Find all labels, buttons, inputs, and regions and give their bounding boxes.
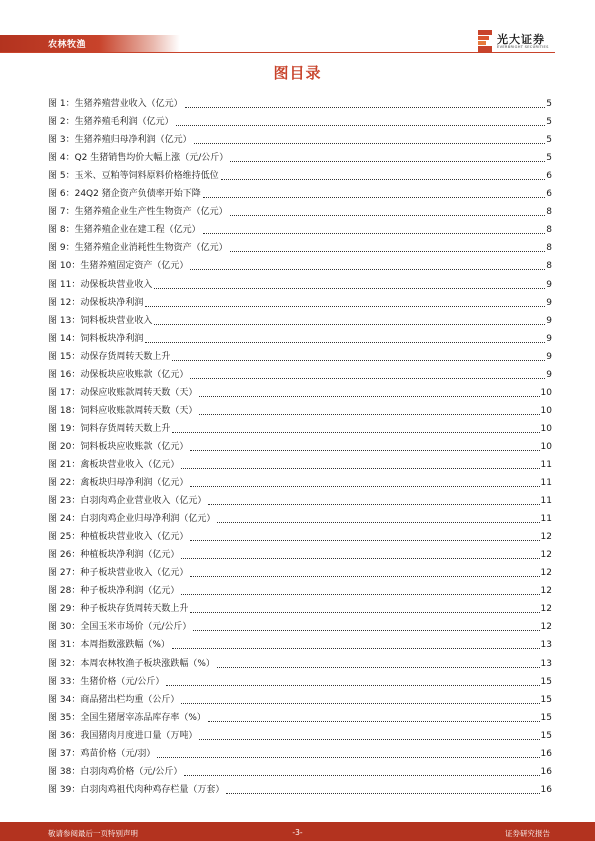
toc-entry-page: 11 — [540, 478, 552, 489]
toc-dot-leader — [199, 738, 539, 740]
toc-entry[interactable] — [48, 291, 552, 309]
toc-entry-title: 图 9：生猪养殖企业消耗性生物资产（亿元） — [48, 243, 228, 254]
toc-dot-leader — [181, 557, 539, 559]
toc-entry-title: 图 39：白羽肉鸡祖代肉种鸡存栏量（万套） — [48, 784, 225, 795]
toc-entry[interactable] — [48, 435, 552, 453]
toc-entry-page: 9 — [546, 333, 552, 344]
toc-entry-title: 图 6：24Q2 猪企资产负债率开始下降 — [48, 189, 201, 200]
toc-dot-leader — [193, 629, 539, 631]
toc-entry-page: 10 — [540, 387, 552, 398]
toc-entry-page: 8 — [546, 207, 552, 218]
toc-entry-title: 图 8：生猪养殖企业在建工程（亿元） — [48, 225, 201, 236]
toc-entry-title: 图 4：Q2 生猪销售均价大幅上涨（元/公斤） — [48, 153, 229, 164]
toc-dot-leader — [181, 593, 539, 595]
toc-entry-page: 9 — [546, 279, 552, 290]
toc-entry[interactable] — [48, 724, 552, 742]
toc-entry[interactable] — [48, 633, 552, 651]
toc-entry[interactable] — [48, 92, 552, 110]
toc-entry-title: 图 20：饲料板块应收账款（亿元） — [48, 441, 189, 452]
toc-entry[interactable] — [48, 651, 552, 669]
toc-entry-page: 11 — [540, 514, 552, 525]
toc-entry-title: 图 25：种植板块营业收入（亿元） — [48, 532, 189, 543]
everbright-logo-icon — [478, 30, 492, 52]
toc-entry-title: 图 13：饲料板块营业收入 — [48, 315, 153, 326]
toc-entry[interactable] — [48, 309, 552, 327]
toc-entry[interactable] — [48, 272, 552, 290]
toc-dot-leader — [154, 323, 545, 325]
toc-entry-page: 8 — [546, 243, 552, 254]
toc-entry-page: 6 — [546, 171, 552, 182]
figure-list — [48, 92, 552, 796]
toc-entry[interactable] — [48, 543, 552, 561]
toc-entry-page: 16 — [540, 748, 552, 759]
toc-entry-page: 5 — [546, 153, 552, 164]
toc-entry[interactable] — [48, 110, 552, 128]
toc-entry-title: 图 23：白羽肉鸡企业营业收入（亿元） — [48, 496, 207, 507]
toc-dot-leader — [190, 575, 539, 577]
toc-entry-page: 9 — [546, 297, 552, 308]
toc-entry-page: 10 — [540, 405, 552, 416]
toc-dot-leader — [230, 250, 546, 252]
toc-entry-page: 6 — [546, 189, 552, 200]
toc-dot-leader — [203, 232, 546, 234]
toc-entry-page: 12 — [540, 568, 552, 579]
toc-entry-title: 图 24：白羽肉鸡企业归母净利润（亿元） — [48, 514, 216, 525]
toc-entry-page: 5 — [546, 99, 552, 110]
toc-entry[interactable] — [48, 128, 552, 146]
toc-entry[interactable] — [48, 218, 552, 236]
toc-entry-title: 图 18：饲料应收账款周转天数（天） — [48, 405, 198, 416]
toc-entry-title: 图 21：禽板块营业收入（亿元） — [48, 459, 180, 470]
toc-entry-page: 12 — [540, 604, 552, 615]
toc-dot-leader — [172, 647, 540, 649]
toc-entry-page: 15 — [540, 694, 552, 705]
toc-entry-title: 图 14：饲料板块净利润 — [48, 333, 144, 344]
toc-entry[interactable] — [48, 579, 552, 597]
toc-entry[interactable] — [48, 363, 552, 381]
toc-entry-page: 12 — [540, 550, 552, 561]
toc-dot-leader — [190, 268, 545, 270]
toc-entry-page: 9 — [546, 315, 552, 326]
page-number: -3- — [292, 828, 303, 837]
toc-entry-page: 8 — [546, 261, 552, 272]
brand-name-cn: 光大证券 — [497, 33, 545, 46]
toc-dot-leader — [154, 287, 545, 289]
toc-entry[interactable] — [48, 507, 552, 525]
toc-entry-page: 13 — [540, 640, 552, 651]
toc-entry[interactable] — [48, 399, 552, 417]
toc-entry-page: 13 — [540, 658, 552, 669]
toc-entry[interactable] — [48, 200, 552, 218]
toc-entry[interactable] — [48, 417, 552, 435]
toc-entry-title: 图 35：全国生猪屠宰冻品库存率（%） — [48, 712, 206, 723]
toc-entry-page: 16 — [540, 766, 552, 777]
header-rule — [0, 52, 555, 53]
toc-dot-leader — [172, 359, 545, 361]
toc-entry[interactable] — [48, 327, 552, 345]
toc-entry[interactable] — [48, 597, 552, 615]
footer-disclaimer: 敬请参阅最后一页特别声明 — [48, 829, 138, 838]
toc-dot-leader — [230, 160, 545, 162]
page-title: 图目录 — [273, 64, 322, 82]
toc-dot-leader — [226, 792, 539, 794]
toc-entry[interactable] — [48, 471, 552, 489]
toc-entry-page: 10 — [540, 441, 552, 452]
toc-entry-page: 12 — [540, 532, 552, 543]
toc-entry-title: 图 2：生猪养殖毛利润（亿元） — [48, 117, 174, 128]
toc-dot-leader — [221, 178, 546, 180]
toc-dot-leader — [190, 449, 539, 451]
toc-entry[interactable] — [48, 706, 552, 724]
toc-dot-leader — [217, 666, 540, 668]
footer-report-type: 证券研究报告 — [505, 829, 550, 838]
toc-entry-page: 12 — [540, 586, 552, 597]
toc-entry-title: 图 16：动保板块应收账款（亿元） — [48, 369, 189, 380]
toc-dot-leader — [230, 214, 546, 216]
toc-entry-title: 图 32：本周农林牧渔子板块涨跌幅（%） — [48, 658, 215, 669]
toc-dot-leader — [199, 413, 539, 415]
toc-entry-page: 9 — [546, 351, 552, 362]
toc-entry-page: 16 — [540, 784, 552, 795]
toc-entry-title: 图 17：动保应收账款周转天数（天） — [48, 387, 198, 398]
toc-entry-title: 图 11：动保板块营业收入 — [48, 279, 153, 290]
toc-dot-leader — [145, 341, 545, 343]
toc-dot-leader — [217, 521, 539, 523]
toc-entry-page: 9 — [546, 369, 552, 380]
toc-dot-leader — [203, 196, 546, 198]
toc-entry[interactable] — [48, 688, 552, 706]
toc-entry[interactable] — [48, 742, 552, 760]
toc-dot-leader — [190, 377, 545, 379]
toc-entry-title: 图 31：本周指数涨跌幅（%） — [48, 640, 170, 651]
toc-entry-title: 图 19：饲料存货周转天数上升 — [48, 423, 171, 434]
toc-entry-title: 图 27：种子板块营业收入（亿元） — [48, 568, 189, 579]
toc-dot-leader — [208, 720, 540, 722]
toc-entry-page: 12 — [540, 622, 552, 633]
toc-entry[interactable] — [48, 525, 552, 543]
brand-name-en: EVERBRIGHT SECURITIES — [497, 45, 549, 49]
toc-entry-title: 图 33：生猪价格（元/公斤） — [48, 676, 165, 687]
toc-entry[interactable] — [48, 670, 552, 688]
toc-dot-leader — [190, 539, 539, 541]
toc-dot-leader — [176, 124, 546, 126]
toc-entry[interactable] — [48, 236, 552, 254]
toc-dot-leader — [190, 485, 539, 487]
toc-entry-title: 图 26：种植板块净利润（亿元） — [48, 550, 180, 561]
toc-dot-leader — [185, 106, 546, 108]
toc-entry-page: 10 — [540, 423, 552, 434]
toc-entry-title: 图 5：玉米、豆粕等饲料原料价格维持低位 — [48, 171, 219, 182]
toc-entry-page: 8 — [546, 225, 552, 236]
toc-entry-title: 图 29：种子板块存货周转天数上升 — [48, 604, 189, 615]
toc-dot-leader — [172, 431, 539, 433]
toc-entry-page: 5 — [546, 135, 552, 146]
toc-entry-title: 图 34：商品猪出栏均重（公斤） — [48, 694, 180, 705]
toc-entry-title: 图 15：动保存货周转天数上升 — [48, 351, 171, 362]
toc-entry-title: 图 36：我国猪肉月度进口量（万吨） — [48, 730, 198, 741]
toc-dot-leader — [157, 756, 539, 758]
toc-dot-leader — [190, 611, 539, 613]
toc-dot-leader — [166, 684, 539, 686]
toc-dot-leader — [181, 467, 539, 469]
toc-entry-page: 15 — [540, 730, 552, 741]
toc-entry-title: 图 1：生猪养殖营业收入（亿元） — [48, 99, 183, 110]
toc-entry[interactable] — [48, 778, 552, 796]
toc-entry[interactable] — [48, 345, 552, 363]
toc-entry-title: 图 28：种子板块净利润（亿元） — [48, 586, 180, 597]
toc-entry[interactable] — [48, 254, 552, 272]
toc-entry-title: 图 30：全国玉米市场价（元/公斤） — [48, 622, 192, 633]
toc-entry[interactable] — [48, 453, 552, 471]
toc-entry[interactable] — [48, 182, 552, 200]
toc-entry[interactable] — [48, 164, 552, 182]
toc-entry[interactable] — [48, 561, 552, 579]
toc-entry[interactable] — [48, 146, 552, 164]
toc-entry-page: 15 — [540, 712, 552, 723]
header-band — [0, 35, 180, 52]
toc-entry-title: 图 38：白羽肉鸡价格（元/公斤） — [48, 766, 183, 777]
toc-entry-title: 图 7：生猪养殖企业生产性生物资产（亿元） — [48, 207, 228, 218]
section-label: 农林牧渔 — [48, 40, 87, 50]
toc-dot-leader — [208, 503, 539, 505]
toc-dot-leader — [194, 142, 546, 144]
toc-entry[interactable] — [48, 489, 552, 507]
toc-entry-page: 11 — [540, 459, 552, 470]
toc-dot-leader — [145, 305, 545, 307]
brand-logo — [478, 30, 558, 52]
toc-entry-page: 15 — [540, 676, 552, 687]
toc-dot-leader — [184, 774, 539, 776]
toc-entry-title: 图 37：鸡苗价格（元/羽） — [48, 748, 156, 759]
toc-entry-page: 5 — [546, 117, 552, 128]
toc-entry-page: 11 — [540, 496, 552, 507]
toc-entry-title: 图 12：动保板块净利润 — [48, 297, 144, 308]
toc-entry-title: 图 3：生猪养殖归母净利润（亿元） — [48, 135, 192, 146]
toc-entry[interactable] — [48, 381, 552, 399]
toc-entry-title: 图 10：生猪养殖固定资产（亿元） — [48, 261, 189, 272]
toc-entry-title: 图 22：禽板块归母净利润（亿元） — [48, 478, 189, 489]
toc-dot-leader — [199, 395, 539, 397]
toc-entry[interactable] — [48, 615, 552, 633]
toc-entry[interactable] — [48, 760, 552, 778]
toc-dot-leader — [181, 702, 539, 704]
